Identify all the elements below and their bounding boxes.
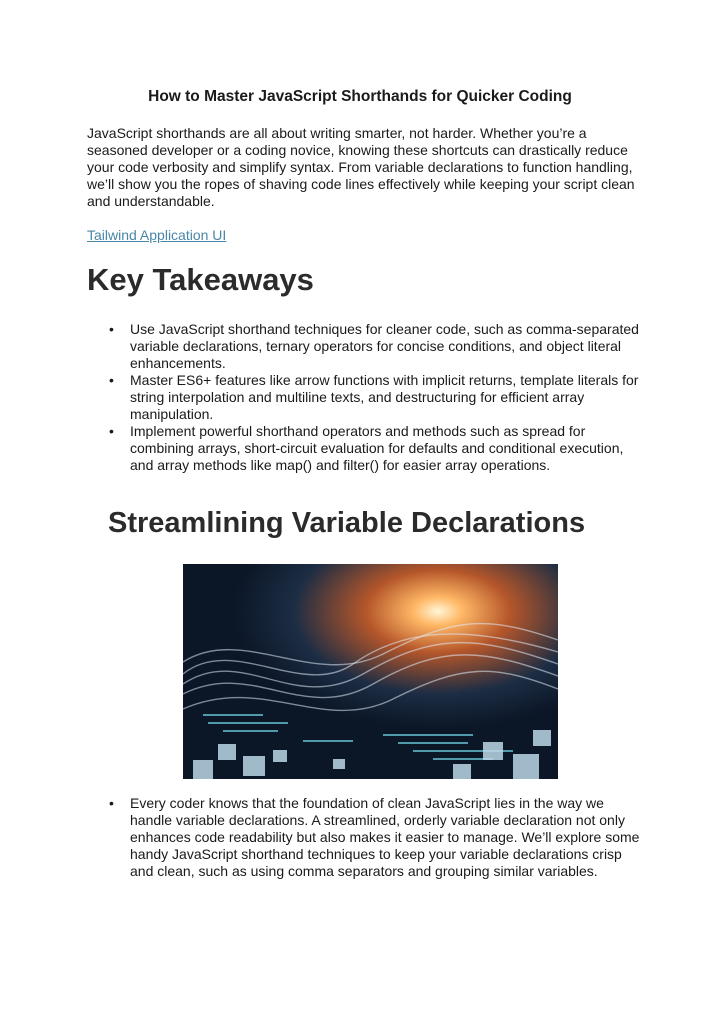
intro-paragraph: JavaScript shorthands are all about writing smarter, not harder. Whether you’re a seasoned developer or a coding novice, knowing these shortcuts can drastically reduce your code verbosity and simplify syntax. From variable declarations to function handling, we’ll show you the ropes of shaving code lines effectively while keeping your script clean and understandable. <box>87 125 635 209</box>
list-item: • Every coder knows that the foundation of clean JavaScript lies in the way we handle variable declarations. A streamlined, orderly variable declaration not only enhances code readability but also makes it easier to manage. We’ll explore some handy JavaScript shorthand techniques to keep your variable declarations crisp and clean, such as using comma separators and grouping similar variables. <box>87 795 647 880</box>
code-illustration-svg <box>183 564 558 779</box>
tailwind-link[interactable]: Tailwind Application UI <box>87 227 227 243</box>
key-takeaways-list <box>87 321 647 474</box>
section-heading: Streamlining Variable Declarations <box>108 507 586 539</box>
document-title: How to Master JavaScript Shorthands for Quicker Coding <box>148 88 572 105</box>
code-illustration-image <box>183 564 558 779</box>
key-takeaways-heading: Key Takeaways <box>87 262 314 297</box>
section-list <box>87 795 647 880</box>
list-item: • Implement powerful shorthand operators and methods such as spread for combining arrays, short-circuit evaluation for defaults and conditional execution, and array methods like map() and filter() for easier array operations. <box>87 423 647 474</box>
list-item: • Use JavaScript shorthand techniques for cleaner code, such as comma-separated variable declarations, ternary operators for concise conditions, and object literal enhancements. <box>87 321 647 372</box>
list-item: • Master ES6+ features like arrow functions with implicit returns, template literals for string interpolation and multiline texts, and destructuring for efficient array manipulation. <box>87 372 647 423</box>
